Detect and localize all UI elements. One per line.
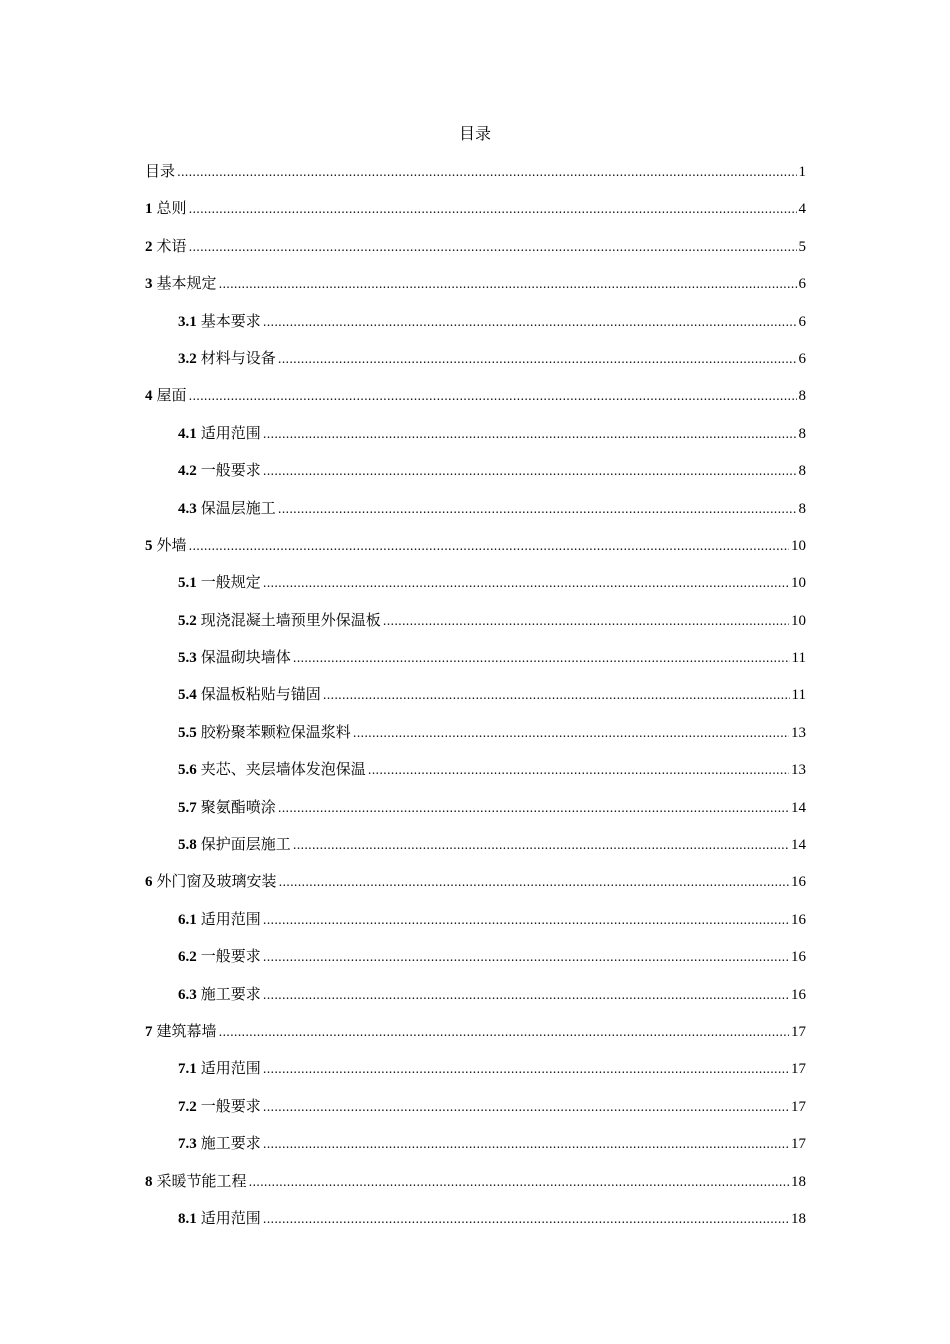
toc-entry[interactable] — [145, 161, 806, 198]
toc-entry-label: 适用范围 — [200, 1208, 261, 1227]
toc-entry-page-number: 8 — [798, 425, 806, 442]
toc-entry-label: 材料与设备 — [200, 348, 276, 367]
toc-entry-page-number: 11 — [791, 650, 806, 667]
toc-entry-page-number: 18 — [791, 1173, 806, 1190]
toc-entry-page-number: 17 — [791, 1061, 806, 1078]
toc-entry-page-number: 16 — [791, 874, 806, 891]
toc-entry[interactable] — [145, 684, 806, 721]
toc-entry-number: 5.3 — [178, 650, 197, 667]
toc-entry-label: 施工要求 — [200, 984, 261, 1003]
toc-entry-page-number: 13 — [791, 762, 806, 779]
toc-entry-label: 夹芯、夹层墙体发泡保温 — [200, 760, 366, 779]
toc-entry-label: 外门窗及玻璃安装 — [156, 872, 277, 891]
toc-entry[interactable] — [145, 498, 806, 535]
toc-entry-page-number: 5 — [798, 238, 806, 255]
toc-entry-label: 适用范围 — [200, 1059, 261, 1078]
toc-entry[interactable] — [145, 1171, 806, 1208]
toc-entry[interactable] — [145, 535, 806, 572]
toc-entry-page-number: 8 — [798, 500, 806, 517]
toc-entry-page-number: 10 — [791, 537, 806, 554]
dot-leader — [189, 535, 789, 556]
toc-entry-page-number: 16 — [791, 911, 806, 928]
dot-leader — [263, 1058, 789, 1079]
toc-entry[interactable] — [145, 348, 806, 385]
dot-leader — [249, 1171, 789, 1192]
toc-entry[interactable] — [145, 198, 806, 235]
toc-entry-number: 5.2 — [178, 612, 197, 629]
dot-leader — [219, 273, 797, 294]
toc-entry-label: 保温层施工 — [200, 498, 276, 517]
toc-entry-number: 4 — [145, 388, 153, 405]
toc-entry[interactable] — [145, 385, 806, 422]
dot-leader — [189, 236, 797, 257]
toc-entry-label: 外墙 — [156, 535, 187, 554]
toc-entry-label: 施工要求 — [200, 1134, 261, 1153]
toc-entry-page-number: 6 — [798, 313, 806, 330]
toc-entry-number: 5.1 — [178, 575, 197, 592]
toc-entry[interactable] — [145, 1096, 806, 1133]
toc-entry-page-number: 1 — [798, 164, 806, 180]
toc-entry[interactable] — [145, 722, 806, 759]
toc-entry[interactable] — [145, 909, 806, 946]
toc-entry-number: 7.2 — [178, 1098, 197, 1115]
toc-entry-page-number: 10 — [791, 612, 806, 629]
dot-leader — [263, 946, 789, 967]
dot-leader — [189, 198, 797, 219]
toc-entry-number: 6.1 — [178, 911, 197, 928]
toc-entry-label: 胶粉聚苯颗粒保温浆料 — [200, 722, 351, 741]
dot-leader — [263, 1096, 789, 1117]
dot-leader — [263, 460, 797, 481]
toc-entry-page-number: 14 — [791, 837, 806, 854]
toc-entry-page-number: 17 — [791, 1098, 806, 1115]
toc-entry-number: 4.3 — [178, 500, 197, 517]
toc-entry-page-number: 8 — [798, 463, 806, 480]
toc-entry-number: 7 — [145, 1023, 153, 1040]
toc-entry-number: 8 — [145, 1173, 153, 1190]
toc-entry-page-number: 16 — [791, 949, 806, 966]
toc-entry[interactable] — [145, 311, 806, 348]
toc-entry[interactable] — [145, 647, 806, 684]
toc-entry-label: 基本规定 — [156, 274, 217, 293]
toc-entry[interactable] — [145, 460, 806, 497]
toc-entry[interactable] — [145, 984, 806, 1021]
toc-entry-number: 4.1 — [178, 425, 197, 442]
toc-entry-label: 保护面层施工 — [200, 835, 291, 854]
dot-leader — [278, 498, 797, 519]
toc-entry-number: 3 — [145, 276, 153, 293]
toc-entry-number: 3.1 — [178, 313, 197, 330]
dot-leader — [263, 572, 789, 593]
dot-leader — [353, 722, 789, 743]
toc-entry-page-number: 18 — [791, 1210, 806, 1227]
dot-leader — [368, 759, 789, 780]
toc-entry-number: 5.6 — [178, 762, 197, 779]
dot-leader — [293, 647, 790, 668]
toc-entry-number: 5 — [145, 537, 153, 554]
toc-entry[interactable] — [145, 572, 806, 609]
toc-entry-number: 6.3 — [178, 986, 197, 1003]
toc-entry[interactable] — [145, 273, 806, 310]
toc-entry-label: 目录 — [145, 162, 176, 180]
toc-entry-number: 3.2 — [178, 350, 197, 367]
toc-entry[interactable] — [145, 871, 806, 908]
toc-entry-label: 适用范围 — [200, 909, 261, 928]
toc-entry-number: 4.2 — [178, 463, 197, 480]
toc-entry-label: 建筑幕墙 — [156, 1021, 217, 1040]
toc-entry[interactable] — [145, 236, 806, 273]
toc-entry-label: 基本要求 — [200, 311, 261, 330]
toc-entry-page-number: 14 — [791, 799, 806, 816]
toc-entry-number: 5.8 — [178, 837, 197, 854]
dot-leader — [278, 348, 797, 369]
dot-leader — [219, 1021, 789, 1042]
toc-entry-page-number: 10 — [791, 575, 806, 592]
dot-leader — [263, 984, 789, 1005]
page-title: 目录 — [458, 124, 491, 143]
toc-entry-number: 5.5 — [178, 724, 197, 741]
toc-entry-number: 7.3 — [178, 1136, 197, 1153]
toc-entry-label: 屋面 — [156, 386, 187, 405]
dot-leader — [263, 423, 797, 444]
toc-entry[interactable] — [145, 1208, 806, 1245]
toc-entry-label: 适用范围 — [200, 423, 261, 442]
dot-leader — [263, 1133, 789, 1154]
toc-entry-label: 总则 — [156, 199, 187, 218]
toc-entry-number: 1 — [145, 201, 153, 218]
toc-entry-page-number: 6 — [798, 350, 806, 367]
toc-entry-page-number: 8 — [798, 388, 806, 405]
dot-leader — [189, 385, 797, 406]
toc-entry-number: 6 — [145, 874, 153, 891]
toc-entry-label: 术语 — [156, 236, 187, 255]
toc-entry-label: 保温砌块墙体 — [200, 648, 291, 667]
toc-entry-number: 8.1 — [178, 1210, 197, 1227]
toc-entry[interactable] — [145, 946, 806, 983]
table-of-contents — [145, 161, 806, 1245]
toc-entry-label: 一般要求 — [200, 947, 261, 966]
toc-entry[interactable] — [145, 1133, 806, 1170]
toc-entry[interactable] — [145, 610, 806, 647]
dot-leader — [278, 797, 789, 818]
dot-leader — [323, 684, 790, 705]
toc-entry-page-number: 16 — [791, 986, 806, 1003]
toc-entry[interactable] — [145, 834, 806, 871]
toc-entry-label: 聚氨酯喷涂 — [200, 797, 276, 816]
toc-entry[interactable] — [145, 1058, 806, 1095]
toc-entry-page-number: 17 — [791, 1136, 806, 1153]
dot-leader — [263, 311, 797, 332]
toc-entry-number: 5.4 — [178, 687, 197, 704]
toc-entry-number: 5.7 — [178, 799, 197, 816]
dot-leader — [263, 1208, 789, 1229]
toc-entry-label: 一般要求 — [200, 1096, 261, 1115]
toc-entry-page-number: 6 — [798, 276, 806, 293]
toc-entry[interactable] — [145, 1021, 806, 1058]
toc-entry-label: 一般规定 — [200, 573, 261, 592]
dot-leader — [177, 161, 796, 182]
dot-leader — [263, 909, 789, 930]
toc-entry-label: 一般要求 — [200, 461, 261, 480]
toc-entry-page-number: 17 — [791, 1023, 806, 1040]
toc-entry-page-number: 13 — [791, 724, 806, 741]
toc-entry-number: 2 — [145, 238, 153, 255]
toc-entry-page-number: 4 — [798, 201, 806, 218]
dot-leader — [279, 871, 789, 892]
toc-entry-label: 采暖节能工程 — [156, 1171, 247, 1190]
toc-entry-label: 现浇混凝土墙预里外保温板 — [200, 610, 381, 629]
dot-leader — [383, 610, 789, 631]
toc-entry-number: 7.1 — [178, 1061, 197, 1078]
dot-leader — [293, 834, 789, 855]
toc-entry-label: 保温板粘贴与锚固 — [200, 685, 321, 704]
toc-entry[interactable] — [145, 759, 806, 796]
toc-entry[interactable] — [145, 797, 806, 834]
toc-entry-number: 6.2 — [178, 949, 197, 966]
toc-entry[interactable] — [145, 423, 806, 460]
toc-entry-page-number: 11 — [791, 687, 806, 704]
